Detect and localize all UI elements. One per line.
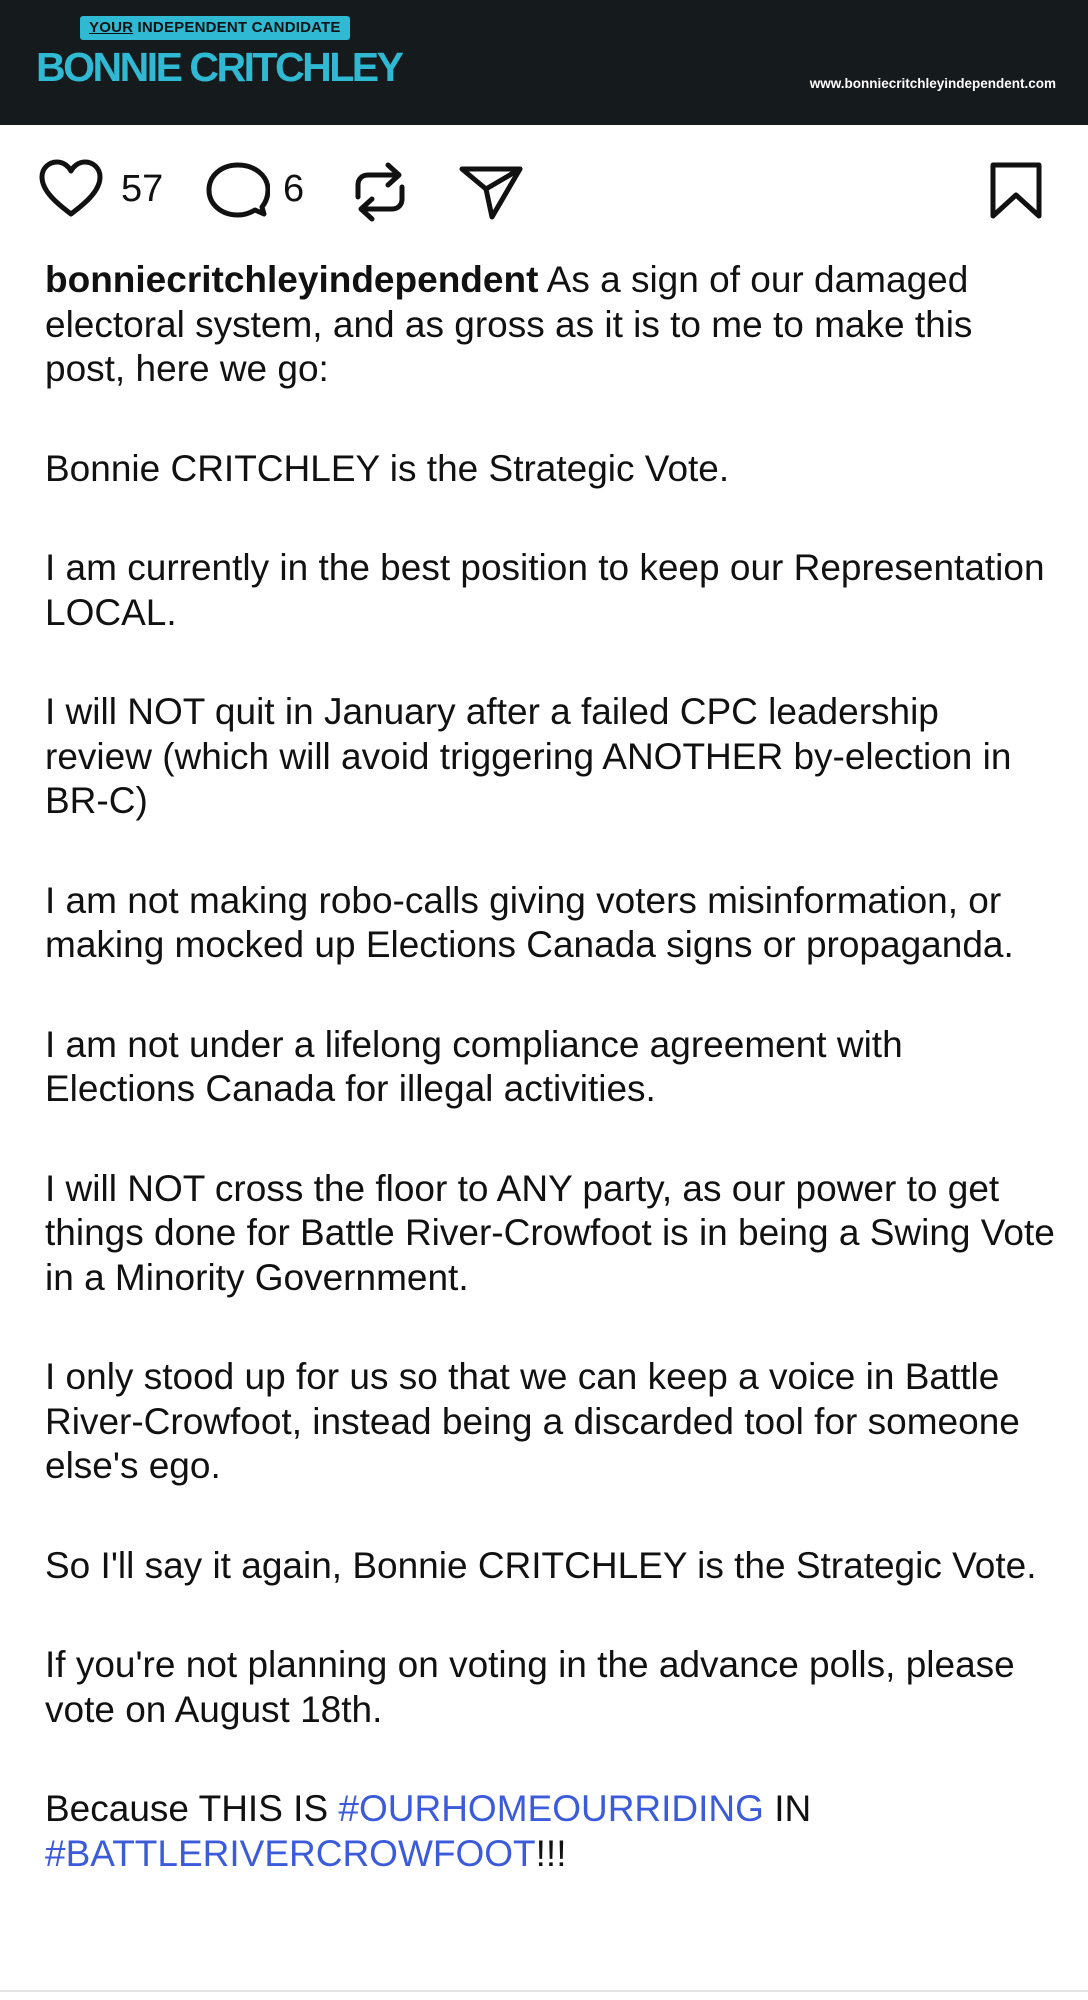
send-icon[interactable] (458, 163, 524, 221)
caption-paragraph: I will NOT quit in January after a failed CPC leadership review (which will avoid triggering ANOTHER by-election in BR-C) (45, 691, 1012, 821)
candidate-badge (80, 16, 350, 40)
badge-label: INDEPENDENT CANDIDATE (137, 19, 341, 36)
caption-closing (45, 1787, 1055, 1876)
post-action-bar (0, 125, 1088, 255)
like-count: 57 (121, 168, 164, 210)
caption-paragraph: I am currently in the best position to keep our Representation LOCAL. (45, 547, 1045, 633)
website-url: www.bonniecritchleyindependent.com (809, 76, 1056, 91)
caption-paragraph: I am not under a lifelong compliance agreement with Elections Canada for illegal activities. (45, 1023, 903, 1109)
caption-paragraph: I will NOT cross the floor to ANY party, as our power to get things done for Battle River-Crowfoot is in being a Swing Vote in a Minority Government. (45, 1167, 1055, 1298)
caption-intro (45, 258, 1055, 392)
comment-count: 6 (283, 168, 305, 210)
candidate-name: BONNIE CRITCHLEY (36, 44, 402, 90)
repost-icon[interactable] (350, 161, 410, 223)
caption-intro-text: As a sign of our damaged electoral system, and as gross as it is to me to make this post, here we go: (45, 259, 973, 389)
closing-prefix: Because THIS IS (45, 1788, 339, 1829)
comment-bubble-icon[interactable] (206, 161, 270, 219)
hashtag-link[interactable]: #OURHOMEOURRIDING (338, 1788, 764, 1829)
caption-paragraph: So I'll say it again, Bonnie CRITCHLEY is the Strategic Vote. (45, 1544, 1037, 1586)
caption-paragraph: I only stood up for us so that we can keep a voice in Battle River-Crowfoot, instead being a discarded tool for someone else's ego. (45, 1356, 1020, 1486)
badge-prefix: YOUR (89, 19, 134, 36)
caption-paragraph: I am not making robo-calls giving voters misinformation, or making mocked up Elections Canada signs or propaganda. (45, 879, 1014, 965)
divider (0, 1990, 1088, 1992)
closing-suffix: !!! (535, 1832, 567, 1874)
caption-paragraph: If you're not planning on voting in the advance polls, please vote on August 18th. (45, 1644, 1015, 1730)
bookmark-icon[interactable] (988, 161, 1044, 221)
hashtag-link[interactable]: #BATTLERIVERCROWFOOT (45, 1832, 536, 1874)
post-caption (45, 258, 1055, 1876)
post-username[interactable]: bonniecritchleyindependent (45, 259, 539, 300)
closing-mid: IN (763, 1788, 812, 1829)
caption-paragraph: Bonnie CRITCHLEY is the Strategic Vote. (45, 447, 730, 489)
candidate-banner (0, 0, 1088, 125)
heart-icon[interactable] (38, 159, 104, 219)
